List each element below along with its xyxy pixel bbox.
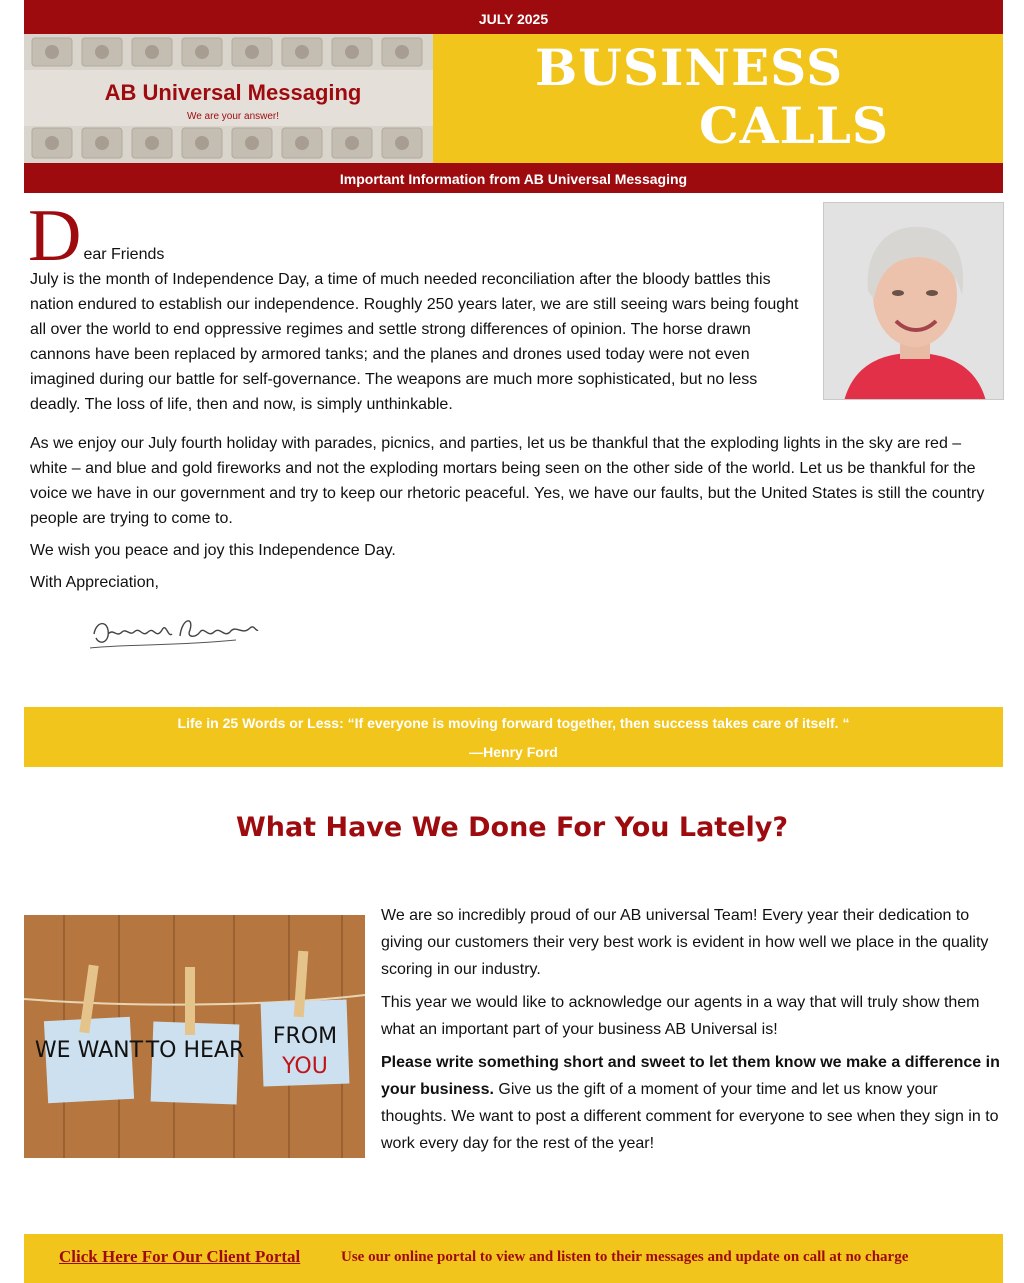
letter-body xyxy=(30,431,995,602)
quote-text: Life in 25 Words or Less: “If everyone is moving forward together, then success takes care of itself. “ xyxy=(177,715,850,731)
letter-closing: With Appreciation, xyxy=(30,574,159,591)
letter-paragraph-3: We wish you peace and joy this Independence Day. xyxy=(30,542,396,559)
section-body xyxy=(381,902,1001,1163)
brand-tagline: We are your answer! xyxy=(186,111,280,122)
salutation: ear Friends xyxy=(83,246,165,263)
client-portal-link[interactable]: Click Here For Our Client Portal xyxy=(59,1247,301,1266)
note-you: YOU xyxy=(282,1054,328,1079)
section-paragraph-1: We are so incredibly proud of our AB universal Team! Every year their dedication to giving our customers their very best work is evident in how well we place in the quality scoring in our industry. xyxy=(381,907,989,978)
we-want-to-hear-from-you-image xyxy=(24,915,365,1158)
letter-paragraph-2: As we enjoy our July fourth holiday with parades, picnics, and parties, let us be thankful that the exploding lights in the sky are red – white – and blue and gold fireworks and not the exploding mortars being seen on the other side of the world. Let us be thankful for the voice we have in our government and try to keep our rhetoric peaceful. Yes, we have our faults, but the United States is still the country people are trying to come to. xyxy=(30,435,985,527)
author-portrait-photo xyxy=(823,202,1004,400)
section-heading: What Have We Done For You Lately? xyxy=(235,812,789,843)
section-paragraph-2: This year we would like to acknowledge our agents in a way that will truly show them what an important part of your business AB Universal is! xyxy=(381,994,980,1038)
newsletter-title-line2: CALLS xyxy=(699,96,890,155)
drop-cap: D xyxy=(28,195,82,277)
issue-date: JULY 2025 xyxy=(478,11,549,27)
letter-paragraph-1: July is the month of Independence Day, a time of much needed reconciliation after the bloody battles this nation endured to establish our independence. Roughly 250 years later, we are still seeing wars being fought all over the world to end oppressive regimes and settle strong differences of opinion. The horse drawn cannons have been replaced by armored tanks; and the planes and drones used today were not even imagined during our battle for self-governance. The weapons are much more sophisticated, but no less deadly. The loss of life, then and now, is simply unthinkable. xyxy=(30,271,799,413)
handwritten-signature xyxy=(86,608,266,660)
footer-bar xyxy=(24,1234,1003,1283)
section-paragraph-3 xyxy=(381,1049,1001,1157)
note-we: WE WANT xyxy=(34,1038,144,1063)
newsletter-title-block xyxy=(433,34,1003,163)
quote-banner xyxy=(24,707,1003,767)
note-to-hear: TO HEAR xyxy=(145,1038,245,1063)
switchboard-banner-image xyxy=(24,34,433,163)
portal-description: Use our online portal to view and listen to their messages and update on call at no charge xyxy=(341,1249,909,1265)
letter-intro xyxy=(28,195,810,417)
portrait-illustration xyxy=(824,203,1004,400)
notes-on-clothesline-photo xyxy=(24,915,365,1158)
brand-name: AB Universal Messaging xyxy=(104,80,362,105)
newsletter-title-line1: BUSINESS xyxy=(535,38,844,97)
signature-image xyxy=(86,608,266,660)
info-bar xyxy=(24,163,1003,193)
note-from: FROM xyxy=(272,1024,338,1049)
section-paragraph-3-rest: Give us the gift of a moment of your time and let us know your thoughts. We want to post a different comment for everyone to see when they sign in to work every day for the rest of the year! xyxy=(381,1081,999,1152)
info-bar-text: Important Information from AB Universal Messaging xyxy=(339,171,688,187)
issue-date-bar xyxy=(24,0,1003,34)
section-paragraph-3-bold: Please write something short and sweet to let them know we make a difference in your business. xyxy=(381,1054,1000,1098)
quote-author: —Henry Ford xyxy=(469,744,558,760)
